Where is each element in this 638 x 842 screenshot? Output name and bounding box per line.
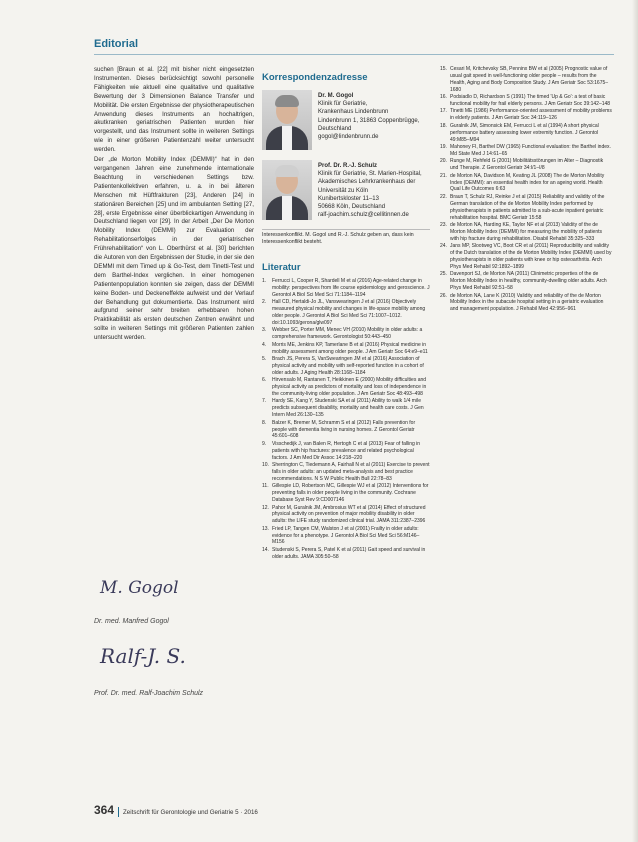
reference-number: 13. [262, 525, 269, 532]
reference-number: 4. [262, 341, 267, 348]
page-edge [632, 0, 638, 842]
contact-schulz [262, 160, 432, 228]
reference-number: 11. [262, 483, 269, 490]
reference-number: 16. [440, 94, 447, 101]
page-footer [94, 803, 258, 817]
reference-text: Morris ME, Jenkins KP, Tamerlane B et al (2016) Physical medicine in mobility assessment among older people. J Am Geriatr Soc 64:e9–e11 [272, 341, 428, 355]
reference-item [262, 420, 430, 441]
reference-number: 10. [262, 462, 269, 469]
reference-text: Visschedijk J, van Balen R, Hertogh C et al (2013) Fear of falling in patients with hip fractures: prevalence and related psychological factors. J Am Med Dir Assoc 14:218–220 [272, 440, 421, 461]
page-number: 364 [94, 803, 115, 817]
correspondence-title: Korrespondenzadresse [262, 72, 368, 83]
portrait-photo [262, 90, 312, 150]
contact-line: Universität zu Köln [318, 187, 369, 194]
reference-text: Mahoney FI, Barthel DW (1965) Functional evaluation: the Barthel index. Md State Med J 14:61–65 [450, 144, 611, 157]
reference-text: de Morton NA, Lane K (2010) Validity and reliability of the de Morton Mobility Index in the subacute hospital setting in a geriatric evaluation and management population. J Rehabil Med 42:956–961 [450, 292, 604, 313]
contact-email: gogol@lindenbrunn.de [318, 134, 379, 141]
reference-text: de Morton NA, Davidson M, Keating JL (2008) The de Morton Mobility Index (DEMMI): an essential health index for an ageing world. Health Qual Life Outcomes 6:63 [450, 172, 605, 193]
reference-text: Sherrington C, Tiedemann A, Fairhall N et al (2011) Exercise to prevent falls in older adults: an updated meta-analysis and best practice recommendations. N S W Public Health Bull 22:78–83 [272, 462, 430, 482]
conflict-of-interest: Interessenkonflikt. M. Gogol und R.-J. Schulz geben an, dass kein Interessenkonflikt besteht. [262, 232, 414, 245]
reference-number: 1. [262, 278, 267, 284]
reference-number: 7. [262, 398, 267, 405]
signature-name-schulz: Prof. Dr. med. Ralf-Joachim Schulz [94, 690, 204, 697]
reference-item [262, 505, 430, 526]
reference-item [262, 547, 430, 561]
contact-line: Klinik für Geriatrie, [318, 101, 368, 108]
reference-text: Fried LP, Tangen CM, Walston J et al (2001) Frailty in older adults: evidence for a phenotype. J Gerontol A Biol Sci Med Sci 56:M146–M156 [272, 525, 420, 546]
contact-gogol [262, 90, 432, 158]
reference-number: 19. [440, 144, 447, 151]
reference-number: 22. [440, 194, 447, 200]
section-header: Editorial [94, 38, 139, 50]
reference-number: 24. [440, 243, 447, 250]
contact-line: Krankenhaus Lindenbrunn [318, 109, 389, 116]
reference-number: 14. [262, 547, 269, 553]
reference-number: 23. [440, 222, 447, 229]
reference-item [440, 243, 612, 270]
reference-item [440, 94, 612, 108]
reference-item [440, 158, 612, 172]
reference-item [440, 194, 612, 221]
reference-text: Guralnik JM, Simonsick EM, Ferrucci L et al (1994) A short physical performance battery assessing lower extremity function. J Gerontol 49:M85–M94 [450, 122, 599, 143]
reference-item [262, 441, 430, 462]
reference-number: 20. [440, 158, 447, 165]
reference-item [262, 526, 430, 547]
reference-item [262, 377, 430, 398]
footer-divider [118, 807, 119, 817]
reference-item [440, 222, 612, 243]
reference-number: 9. [262, 440, 267, 447]
reference-number: 25. [440, 271, 447, 278]
reference-text: Jans MP, Slootweg VC, Boot CR et al (2011) Reproducibility and validity of the Dutch translation of the de Morton Mobility Index (DEMMI) used by physiotherapists in older patients with knee or hip osteoarthritis. Arch Phys Med Rehabil 92:1892–1899 [450, 243, 612, 270]
reference-number: 15. [440, 66, 447, 72]
divider [262, 229, 430, 230]
reference-text: Ferrucci L, Cooper R, Shardell M et al (2016) Age-related change in mobility: perspectives from life course epidemiology and geroscience. J Gerontol A Biol Sci Med Sci 71:1184–1194 [272, 278, 430, 298]
reference-number: 8. [262, 419, 267, 426]
signature-gogol: M. Gogol [100, 578, 179, 598]
reference-item [262, 278, 430, 299]
reference-item [440, 144, 612, 158]
reference-text: Balzer K, Bremer M, Schramm S et al (2012) Falls prevention for people with dementia living in nursing homes. Z Gerontol Geriatr 45:601–608 [272, 419, 416, 440]
reference-item [440, 123, 612, 144]
reference-text: Runge M, Rehfeld G (2001) Mobilitätsstörungen im Alter – Diagnostik und Therapie. Z Gerontol Geriatr 34:I/1–I/8 [450, 158, 604, 172]
contact-line: Lindenbrunn 1, 31863 Coppenbrügge, Deutschland [318, 117, 420, 132]
reference-text: Webber SC, Porter MM, Menec VH (2010) Mobility in older adults: a comprehensive framework. Gerontologist 50:443–450 [272, 327, 423, 341]
contact-email: ralf-joachim.schulz@cellitinnen.de [318, 212, 409, 219]
reference-list-left [262, 278, 430, 561]
reference-item [440, 66, 612, 93]
reference-item [262, 327, 430, 341]
reference-text: de Morton NA, Harding KE, Taylor NF et al (2013) Validity of the de Morton Mobility Index (DEMMI) for measuring the mobility of patients with hip fracture during rehabilitation. Disabil Rehabil 35:325–333 [450, 222, 602, 242]
reference-number: 18. [440, 122, 447, 129]
contact-name: Prof. Dr. R.-J. Schulz [318, 163, 378, 169]
reference-number: 5. [262, 356, 267, 363]
reference-item [262, 356, 430, 377]
reference-number: 3. [262, 327, 267, 334]
reference-item [262, 398, 430, 419]
reference-item [262, 483, 430, 504]
reference-number: 17. [440, 108, 447, 115]
journal-name: Zeitschrift für Gerontologie und Geriatrie 5 · 2016 [123, 809, 258, 816]
reference-text: Podsiadlo D, Richardson S (1991) The timed 'Up & Go': a test of basic functional mobility for frail elderly persons. J Am Geriatr Soc 39:142–148 [450, 94, 611, 107]
reference-item [440, 271, 612, 292]
reference-item [262, 299, 430, 326]
body-paragraph-1: suchen [Braun et al. [22] mit bisher nicht eingesetzten Instrumenten. Dieses berücksichtigt sowohl personelle Fähigkeiten wie aktuell eine qualitative und qualitative Bewertung der 3 Dimensionen Balance Transfer und Mobilität. Die ersten Ergebnisse der physiotherapeutischen Anwendung dieses Instruments an hochaltrigen, akutkranken geriatrischen Patienten wurden hier vorgestellt, und das Instrument sollte in weiteren Settings wie in einer größeren Patientenzahl weiter untersucht werden. [94, 66, 254, 154]
reference-number: 12. [262, 504, 269, 511]
portrait-photo [262, 160, 312, 220]
reference-text: Studenski S, Perera S, Patel K et al (2011) Gait speed and survival in older adults. JAMA 305:50–58 [272, 547, 426, 560]
reference-item [262, 462, 430, 483]
reference-text: Hardy SE, Kang Y, Studenski SA et al (2011) Ability to walk 1/4 mile predicts subsequent disability, mortality and health care costs. J Gen Intern Med 26:130–135 [272, 398, 424, 419]
body-text-column [94, 66, 254, 344]
reference-text: Hall CD, Hertaldi-Jo JL, Vanswearingen J et al (2016) Objectively measured physical mobility and changes in life-space mobility among older people. J Gerontol A Biol Sci Med Sci 71:1007–1012. doi:10.1093/gerona/glw097 [272, 299, 426, 326]
reference-text: Cesari M, Kritchevsky SB, Penninx BW et al (2005) Prognostic value of usual gait speed in well-functioning older people – results from the Health, Aging and Body Composition Study. J Am Geriatr Soc 53:1675–1680 [450, 66, 609, 93]
contact-name: Dr. M. Gogol [318, 93, 354, 99]
signature-schulz: Ralf-J. S. [100, 644, 186, 668]
reference-text: Pahor M, Guralnik JM, Ambrosius WT et al (2014) Effect of structured physical activity on prevention of major mobility disability in older adults: the LIFE study randomized clinical trial. JAMA 311:2387–2396 [272, 504, 426, 525]
reference-item [440, 173, 612, 194]
reference-item [440, 108, 612, 122]
reference-item [440, 293, 612, 314]
reference-list-right [440, 66, 612, 314]
reference-number: 21. [440, 172, 447, 179]
reference-text: Tinetti ME (1986) Performance-oriented assessment of mobility problems in elderly patients. J Am Geriatr Soc 34:119–126 [450, 108, 612, 122]
reference-number: 2. [262, 299, 267, 306]
body-paragraph-2: Der „de Morton Mobility Index (DEMMI)“ hat in den vergangenen Jahren eine zunehmende internationale Beachtung in verschiedenen Settings bzw. Patientenkollektiven erfahren, u. a. in bei älteren Menschen mit Hüftfrakturen [23], Anderen [24] in stationären Bereichen [25] und im ambulanten Setting [27, 28], erste Ergebnisse einer überblickartigen Anwendung in Deutschland liegen vor [29]. In der Arbeit „Der De Morton Mobility Index (DEMMI) zur Evaluation der Rehabilitationserfolges in der geriatrischen Frührehabilitation“ von L. Oberthürst et al. [30] berichten die Autoren von den Ergebnissen der Studie, in der sie den DEMMI mit dem Timed up & Go-Test, dem Tinetti-Test und dem Barthel-Index verglichen. In einer homogenen Patientenpopulation konnten sie zeigen, dass der DEMMI keine Boden- und Deckeneffekte aufweist und der Verlauf der Behandlung gut dokumentierte. Das Instrument wird aufgrund seiner sehr breiten erhebbaren hohen Praktikabilität als ersten deutschen Zentren erwähnt und sollte in weiteren Settings mit größeren Patienten zahlen untersucht werden. [94, 156, 254, 342]
reference-number: 6. [262, 377, 267, 384]
header-rule [94, 54, 614, 55]
reference-number: 26. [440, 292, 447, 299]
literature-title: Literatur [262, 262, 301, 273]
reference-text: Davenport SJ, de Morton NA (2011) Clinimetric properties of the de Morton Mobility Index in healthy, community-dwelling older adults. Arch Phys Med Rehabil 92:51–58 [450, 271, 607, 292]
contact-line: 50668 Köln, Deutschland [318, 204, 386, 211]
reference-text: Braun T, Schulz RJ, Reinke J et al (2015) Reliability and validity of the German translation of the de Morton Mobility Index performed by physiotherapists in patients admitted to a sub-acute inpatient geriatric rehabilitation hospital. BMC Geriatr 15:58 [450, 194, 605, 221]
contact-line: Kunibertskloster 11–13 [318, 195, 379, 202]
reference-item [262, 342, 430, 356]
reference-text: Brach JS, Perera S, VanSwearingen JM et al (2016) Association of physical activity and mobility with self-reported function in a cohort of older adults. J Aging Health 28:1168–1184 [272, 356, 424, 376]
signature-name-gogol: Dr. med. Manfred Gogol [94, 618, 169, 625]
contact-line: Klinik für Geriatrie, St. Marien-Hospital, Akademisches Lehrkrankenhaus der [318, 171, 422, 186]
reference-text: Gillespie LD, Robertson MC, Gillespie WJ et al (2012) Interventions for preventing falls in older people living in the community. Cochrane Database Syst Rev 9:CD007146 [272, 483, 429, 504]
reference-text: Hirvensalo M, Rantanen T, Heikkinen E (2000) Mobility difficulties and physical activity as predictors of mortality and loss of independence in the community-living older population. J Am Geriatr Soc 48:493–498 [272, 377, 427, 397]
